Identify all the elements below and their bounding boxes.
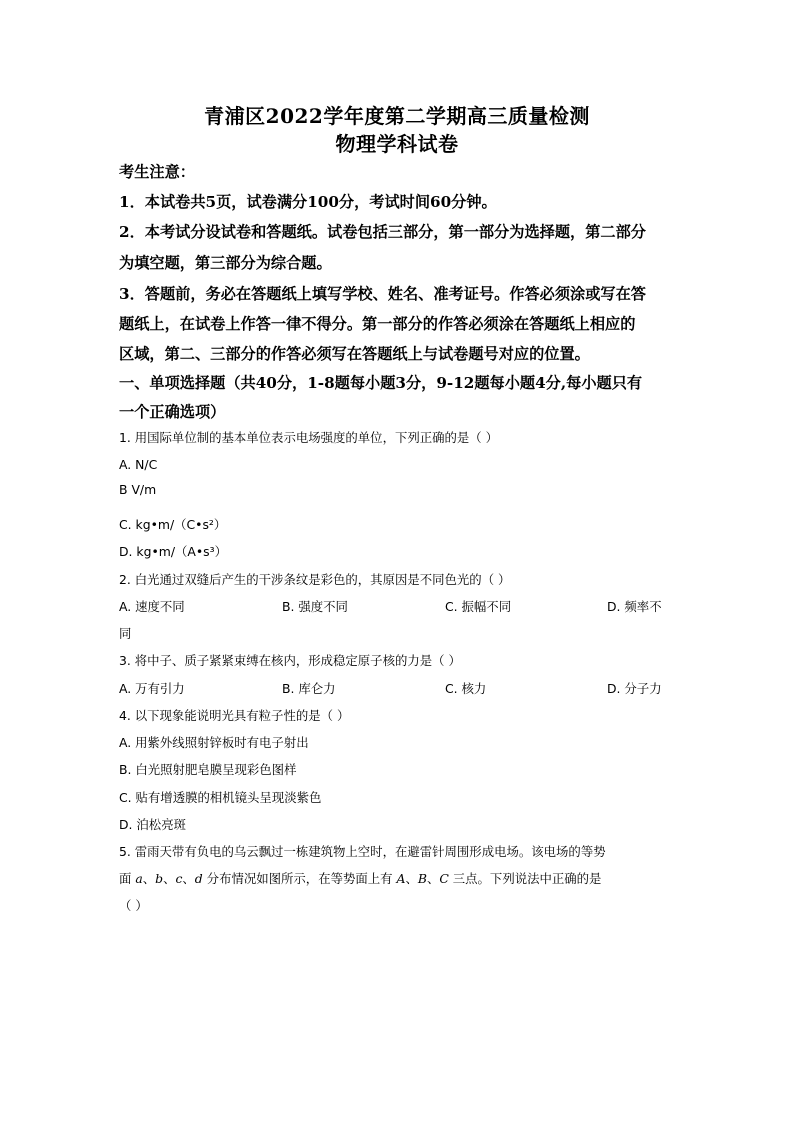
question-3-option-c: C. 核力	[445, 681, 487, 696]
q5-sep-5: 、	[426, 871, 440, 886]
notice-item-1: 1．本试卷共5页，试卷满分100分，考试时间60分钟。	[119, 193, 497, 211]
question-4-option-c: C. 贴有增透膜的相机镜头呈现淡紫色	[119, 790, 322, 805]
question-3-stem: 3. 将中子、质子紧紧束缚在核内，形成稳定原子核的力是（ ）	[119, 653, 461, 668]
q5-var-d: d	[194, 871, 203, 886]
q5-text-mid: 分布情况如图所示，在等势面上有	[202, 871, 397, 886]
q5-var-a: a	[135, 871, 143, 886]
q5-var-c: c	[175, 871, 183, 886]
question-1-option-a: A. N/C	[119, 457, 158, 472]
question-4-option-b: B. 白光照射肥皂膜呈现彩色图样	[119, 762, 297, 777]
question-3-options	[119, 680, 679, 698]
exam-subtitle: 物理学科试卷	[335, 132, 459, 156]
notice-item-3-line-1: 3．答题前，务必在答题纸上填写学校、姓名、准考证号。作答必须涂或写在答	[119, 285, 646, 303]
notice-item-2-line-2: 为填空题，第三部分为综合题。	[119, 254, 332, 272]
question-1-option-c: C. kg•m/（C•s²）	[119, 517, 227, 532]
q5-text-pre: 面	[119, 871, 136, 886]
q5-sep-2: 、	[163, 871, 176, 886]
question-3-option-d: D. 分子力	[607, 681, 662, 696]
question-2-option-c: C. 振幅不同	[445, 599, 512, 614]
question-4-option-d: D. 泊松亮斑	[119, 817, 186, 832]
question-5-line-1: 5. 雷雨天带有负电的乌云飘过一栋建筑物上空时，在避雷针周围形成电场。该电场的等势	[119, 844, 606, 859]
question-1-option-b: B V/m	[119, 482, 157, 497]
q5-var-C: C	[439, 871, 449, 886]
question-2-stem: 2. 白光通过双缝后产生的干涉条纹是彩色的，其原因是不同色光的（ ）	[119, 572, 511, 587]
question-2-option-a: A. 速度不同	[119, 599, 185, 614]
question-5-line-2	[119, 870, 679, 888]
question-3-option-b: B. 库仑力	[282, 681, 336, 696]
question-2-option-d: D. 频率不	[607, 599, 662, 614]
question-1-stem: 1. 用国际单位制的基本单位表示电场强度的单位，下列正确的是（ ）	[119, 430, 499, 445]
notice-item-2-line-1: 2．本考试分设试卷和答题纸。试卷包括三部分，第一部分为选择题，第二部分	[119, 223, 646, 241]
q5-sep-3: 、	[182, 871, 195, 886]
notice-item-3-line-2: 题纸上，在试卷上作答一律不得分。第一部分的作答必须涂在答题纸上相应的	[119, 315, 636, 333]
question-4-option-a: A. 用紫外线照射锌板时有电子射出	[119, 735, 309, 750]
exam-title: 青浦区2022学年度第二学期高三质量检测	[204, 104, 590, 128]
q5-var-b: b	[155, 871, 164, 886]
notice-item-3-line-3: 区域，第二、三部分的作答必须写在答题纸上与试卷题号对应的位置。	[119, 345, 590, 363]
question-4-stem: 4. 以下现象能说明光具有粒子性的是（ ）	[119, 708, 350, 723]
question-5-line-3: （ ）	[119, 898, 148, 913]
notice-heading: 考生注意：	[119, 163, 195, 181]
q5-sep-1: 、	[142, 871, 156, 886]
q5-sep-4: 、	[405, 871, 418, 886]
question-2-options	[119, 598, 679, 616]
section-heading-line-2: 一个正确选项）	[119, 403, 226, 421]
question-3-option-a: A. 万有引力	[119, 681, 185, 696]
question-2-option-d-wrap: 同	[119, 626, 132, 641]
q5-var-A: A	[396, 871, 406, 886]
question-1-option-d: D. kg•m/（A•s³）	[119, 544, 228, 559]
question-2-option-b: B. 强度不同	[282, 599, 348, 614]
q5-text-post: 三点。下列说法中正确的是	[448, 871, 602, 886]
section-heading-line-1: 一、单项选择题（共40分，1-8题每小题3分，9-12题每小题4分,每小题只有	[119, 374, 643, 392]
q5-var-B: B	[417, 871, 427, 886]
